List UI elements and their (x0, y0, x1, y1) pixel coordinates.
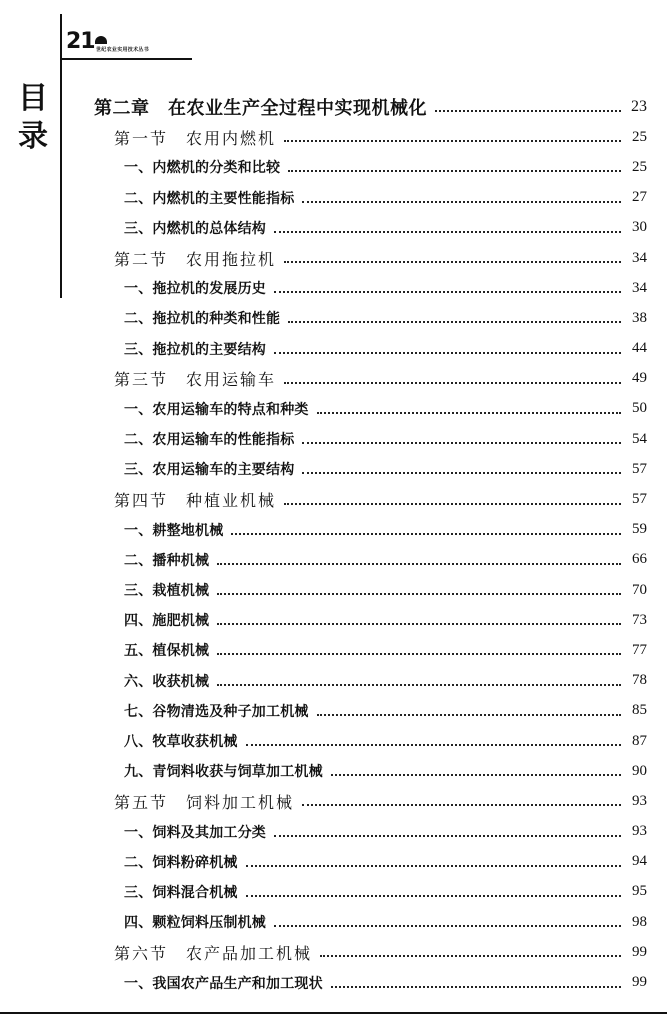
toc-entry-title: 六、收获机械 (124, 673, 210, 690)
toc-entry-title: 第四节 种植业机械 (114, 491, 277, 511)
toc-entry-title: 八、牧草收获机械 (124, 734, 238, 751)
toc-entry-title: 第二章 在农业生产全过程中实现机械化 (94, 98, 427, 120)
toc-page-number: 34 (632, 279, 647, 296)
toc-entry-title: 一、农用运输车的特点和种类 (124, 401, 309, 418)
toc-item-row[interactable] (0, 515, 667, 545)
table-of-contents (0, 92, 667, 998)
toc-page-number: 93 (632, 792, 647, 809)
toc-page-number: 93 (632, 823, 647, 840)
dot-leader (435, 110, 621, 112)
toc-item-row[interactable] (0, 877, 667, 907)
toc-item-row[interactable] (0, 666, 667, 696)
toc-entry-title: 二、饲料粉碎机械 (124, 854, 238, 871)
toc-item-row[interactable] (0, 424, 667, 454)
toc-item-row[interactable] (0, 847, 667, 877)
toc-section-row[interactable] (0, 786, 667, 816)
toc-entry-title: 三、饲料混合机械 (124, 884, 238, 901)
toc-entry-title: 九、青饲料收获与饲草加工机械 (124, 764, 323, 781)
toc-section-row[interactable] (0, 364, 667, 394)
toc-entry-title: 第一节 农用内燃机 (114, 128, 277, 148)
toc-entry-title: 五、植保机械 (124, 643, 210, 660)
toc-entry-title: 三、农用运输车的主要结构 (124, 462, 295, 479)
bottom-edge-line (0, 1012, 667, 1014)
series-logo (66, 30, 176, 58)
toc-entry-title: 二、播种机械 (124, 552, 210, 569)
toc-page-number: 30 (632, 219, 647, 236)
toc-page-number: 23 (631, 98, 647, 116)
toc-item-row[interactable] (0, 756, 667, 786)
dot-leader (217, 684, 621, 686)
toc-entry-title: 三、内燃机的总体结构 (124, 220, 266, 237)
toc-section-row[interactable] (0, 937, 667, 967)
toc-entry-title: 二、内燃机的主要性能指标 (124, 190, 295, 207)
dot-leader (246, 744, 621, 746)
toc-page-number: 66 (632, 551, 647, 568)
toc-entry-title: 二、拖拉机的种类和性能 (124, 311, 281, 328)
series-subtitle: 世纪农业实用技术丛书 (96, 47, 150, 53)
toc-item-row[interactable] (0, 303, 667, 333)
dot-leader (217, 563, 621, 565)
toc-chapter-row[interactable] (0, 92, 667, 122)
toc-item-row[interactable] (0, 334, 667, 364)
toc-entry-title: 第三节 农用运输车 (114, 370, 277, 390)
side-title-char: 录 (18, 119, 48, 154)
toc-item-row[interactable] (0, 183, 667, 213)
toc-page-number: 90 (632, 762, 647, 779)
toc-item-row[interactable] (0, 817, 667, 847)
header-rule (62, 58, 192, 60)
toc-page-number: 38 (632, 309, 647, 326)
toc-entry-title: 七、谷物清选及种子加工机械 (124, 703, 309, 720)
toc-item-row[interactable] (0, 967, 667, 997)
toc-page-number: 44 (632, 340, 647, 357)
side-title-char: 目 (18, 81, 48, 116)
dot-leader (288, 170, 621, 172)
toc-entry-title: 三、拖拉机的主要结构 (124, 341, 266, 358)
toc-page-number: 54 (632, 430, 647, 447)
page-cut-edge (0, 1008, 667, 1025)
dot-leader (331, 774, 621, 776)
dot-leader (274, 835, 621, 837)
dot-leader (284, 140, 621, 142)
toc-item-row[interactable] (0, 907, 667, 937)
dot-leader (217, 593, 621, 595)
toc-entry-title: 一、我国农产品生产和加工现状 (124, 975, 323, 992)
toc-entry-title: 一、耕整地机械 (124, 522, 224, 539)
toc-item-row[interactable] (0, 454, 667, 484)
dot-leader (302, 201, 621, 203)
toc-page-number: 49 (632, 370, 647, 387)
dot-leader (302, 804, 621, 806)
dot-leader (317, 714, 621, 716)
dot-leader (217, 623, 621, 625)
toc-item-row[interactable] (0, 394, 667, 424)
toc-page-number: 25 (632, 158, 647, 175)
toc-entry-title: 三、栽植机械 (124, 583, 210, 600)
toc-entry-title: 第六节 农产品加工机械 (114, 943, 313, 963)
logo-mark-icon (95, 36, 107, 44)
dot-leader (284, 261, 621, 263)
toc-item-row[interactable] (0, 726, 667, 756)
toc-entry-title: 一、拖拉机的发展历史 (124, 281, 266, 298)
toc-section-row[interactable] (0, 122, 667, 152)
toc-entry-title: 四、施肥机械 (124, 613, 210, 630)
toc-page-number: 85 (632, 702, 647, 719)
toc-page-number: 99 (632, 943, 647, 960)
toc-item-row[interactable] (0, 696, 667, 726)
toc-page-number: 94 (632, 853, 647, 870)
toc-page-number: 77 (632, 641, 647, 658)
dot-leader (320, 955, 621, 957)
toc-item-row[interactable] (0, 635, 667, 665)
dot-leader (288, 321, 621, 323)
toc-page-number: 57 (632, 491, 647, 508)
series-number: 21 (66, 29, 95, 54)
toc-section-row[interactable] (0, 484, 667, 514)
toc-entry-title: 第二节 农用拖拉机 (114, 249, 277, 269)
toc-page-number: 70 (632, 581, 647, 598)
toc-page-number: 59 (632, 521, 647, 538)
dot-leader (274, 925, 621, 927)
toc-item-row[interactable] (0, 575, 667, 605)
toc-page-number: 57 (632, 460, 647, 477)
toc-entry-title: 四、颗粒饲料压制机械 (124, 915, 266, 932)
dot-leader (246, 895, 621, 897)
toc-page-number: 87 (632, 732, 647, 749)
toc-section-row[interactable] (0, 243, 667, 273)
toc-page-number: 34 (632, 249, 647, 266)
dot-leader (274, 291, 621, 293)
toc-entry-title: 一、内燃机的分类和比较 (124, 160, 281, 177)
toc-page-number: 73 (632, 611, 647, 628)
toc-page-number: 99 (632, 974, 647, 991)
dot-leader (274, 231, 621, 233)
toc-item-row[interactable] (0, 273, 667, 303)
dot-leader (217, 653, 621, 655)
toc-item-row[interactable] (0, 605, 667, 635)
dot-leader (317, 412, 621, 414)
toc-page-number: 98 (632, 913, 647, 930)
toc-entry-title: 第五节 饲料加工机械 (114, 792, 295, 812)
dot-leader (302, 442, 621, 444)
dot-leader (284, 503, 621, 505)
toc-entry-title: 二、农用运输车的性能指标 (124, 432, 295, 449)
dot-leader (231, 533, 621, 535)
toc-page-number: 50 (632, 400, 647, 417)
toc-item-row[interactable] (0, 213, 667, 243)
toc-item-row[interactable] (0, 152, 667, 182)
toc-page-number: 27 (632, 189, 647, 206)
toc-entry-title: 一、饲料及其加工分类 (124, 824, 266, 841)
dot-leader (274, 352, 621, 354)
toc-page-number: 95 (632, 883, 647, 900)
dot-leader (302, 472, 621, 474)
toc-page-number: 78 (632, 672, 647, 689)
dot-leader (284, 382, 621, 384)
dot-leader (331, 986, 621, 988)
dot-leader (246, 865, 621, 867)
toc-page-number: 25 (632, 128, 647, 145)
toc-item-row[interactable] (0, 545, 667, 575)
